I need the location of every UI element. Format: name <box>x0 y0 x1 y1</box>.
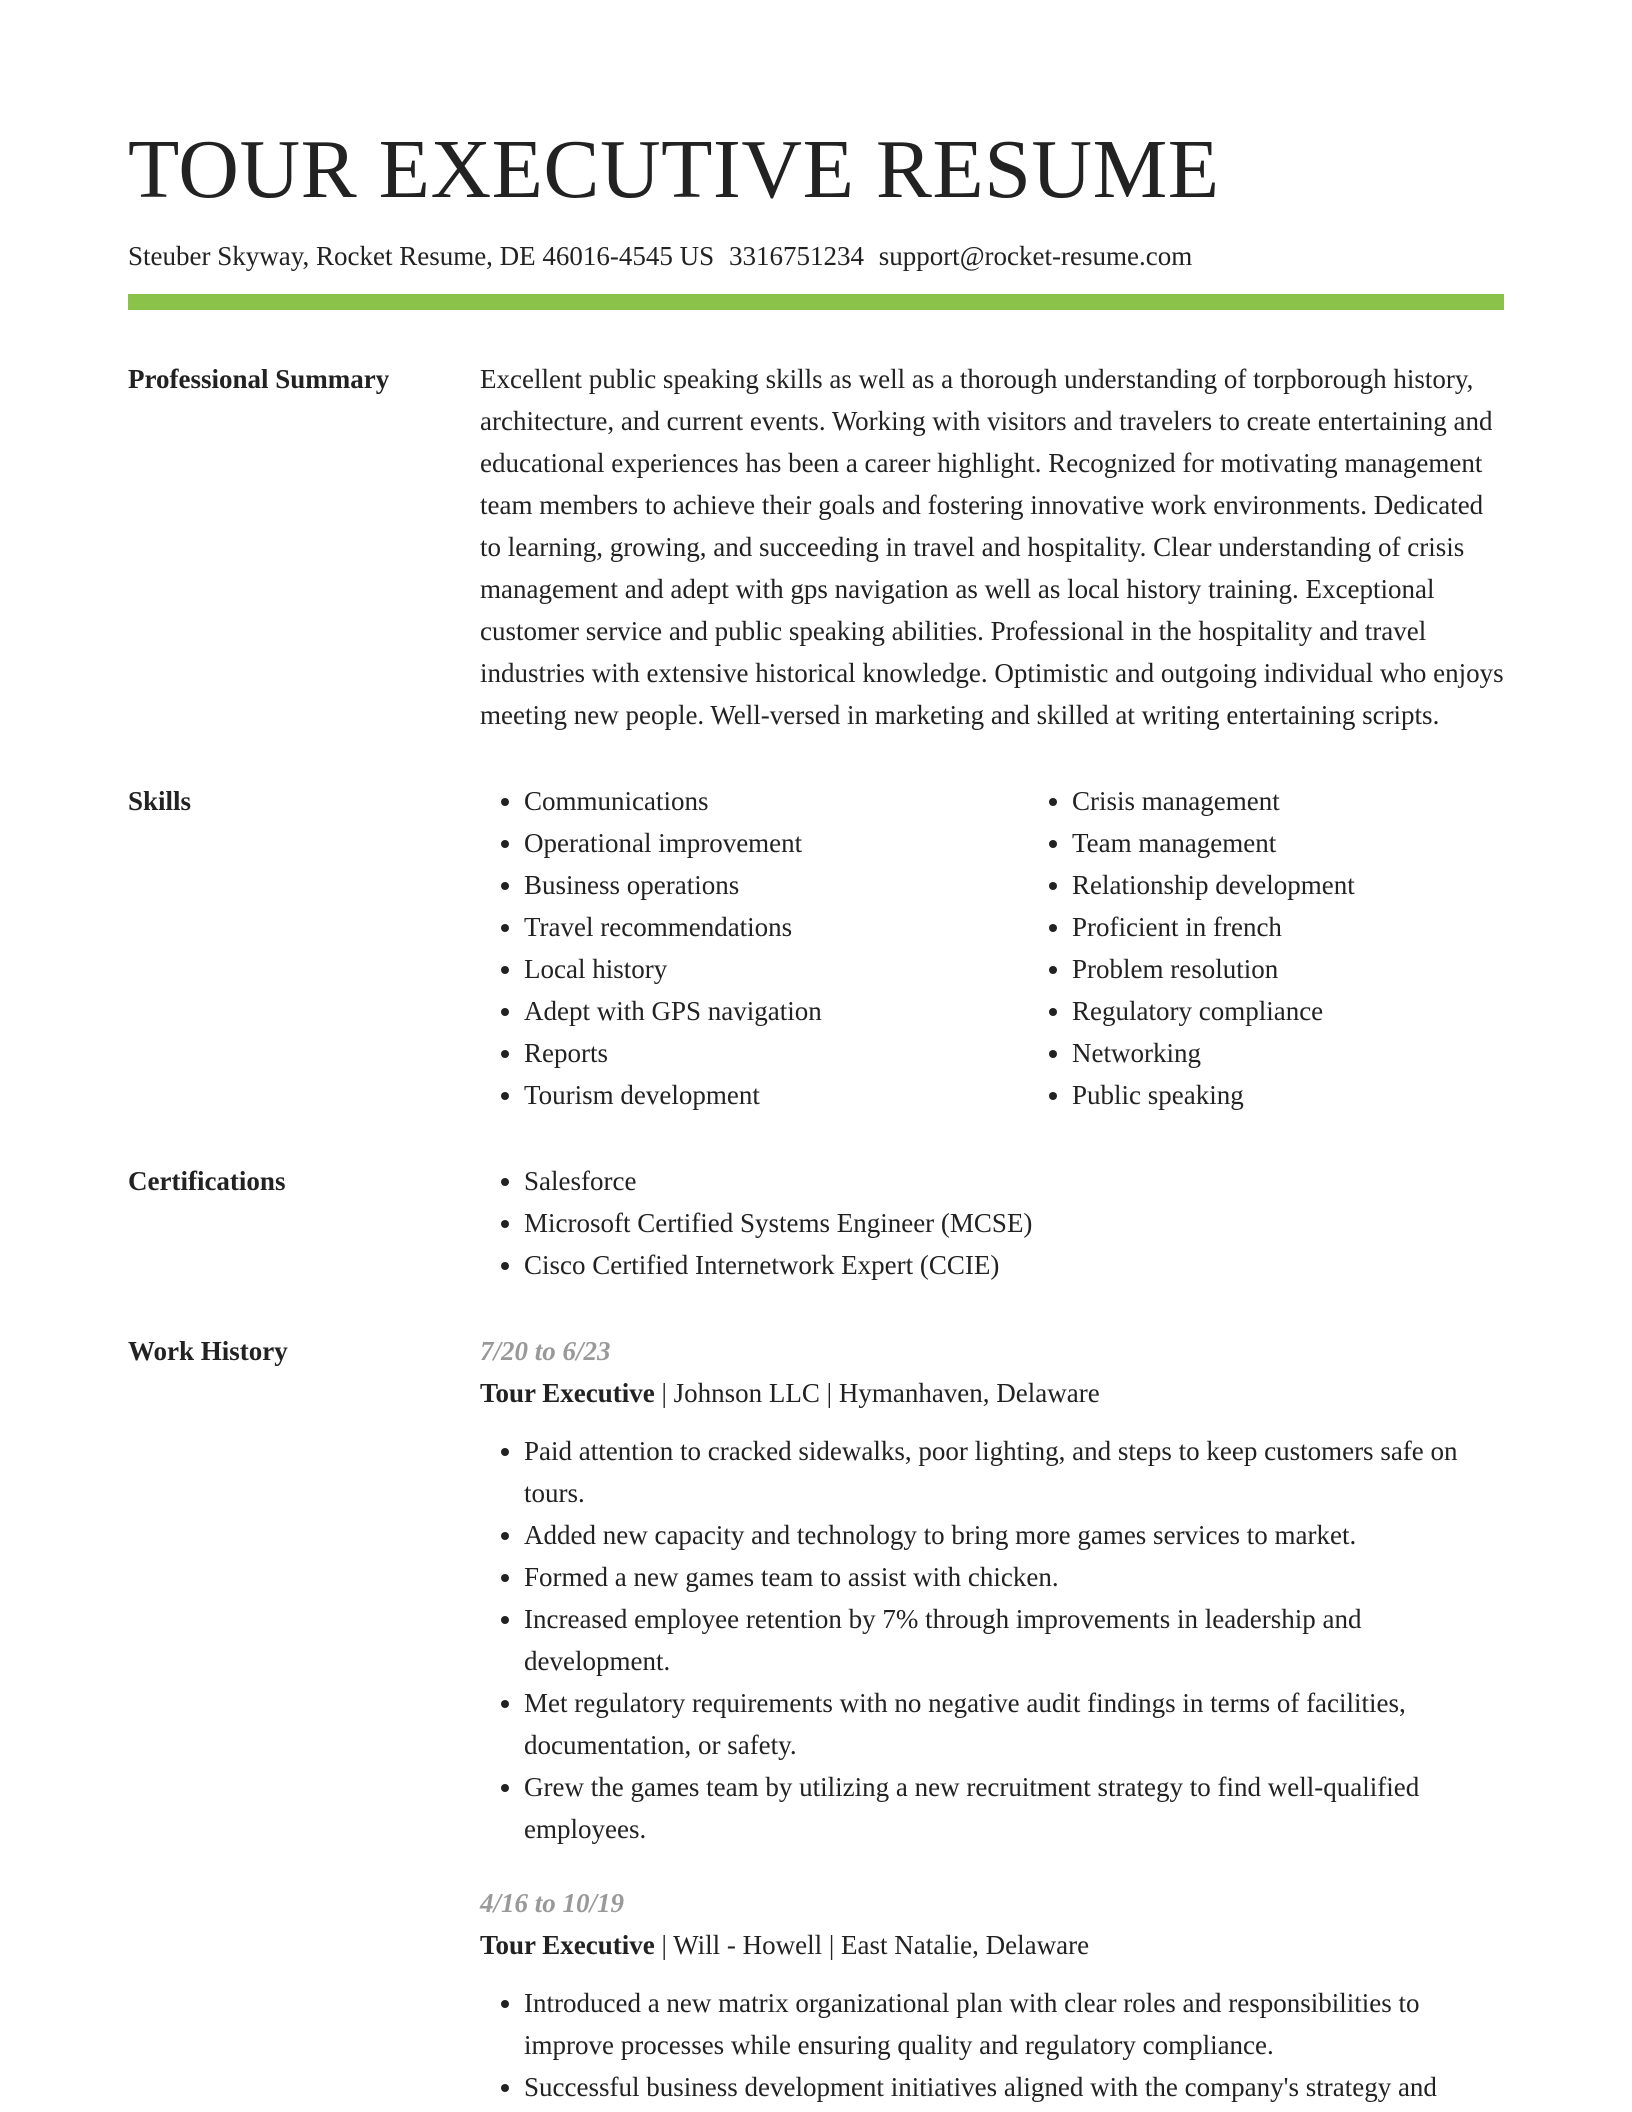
certifications-list <box>480 1160 1504 1286</box>
job-details: | Will - Howell | East Natalie, Delaware <box>654 1930 1090 1960</box>
certifications-body <box>480 1160 1504 1286</box>
skill-item: • Communications <box>524 780 1028 822</box>
job-title: Tour Executive <box>480 1930 655 1960</box>
skills-section <box>128 780 1504 1116</box>
job-bullet: • Successful business development initiatives aligned with the company's strategy and <box>524 2066 1504 2108</box>
contact-address: Steuber Skyway, Rocket Resume, DE 46016-4545 US <box>128 241 715 271</box>
job-details: | Johnson LLC | Hymanhaven, Delaware <box>654 1378 1100 1408</box>
work-history-section <box>128 1330 1504 2108</box>
skill-item: • Adept with GPS navigation <box>524 990 1028 1032</box>
job-bullet: • Grew the games team by utilizing a new recruitment strategy to find well-qualified employees. <box>524 1766 1504 1850</box>
skill-item: • Team management <box>1072 822 1576 864</box>
skill-item: • Proficient in french <box>1072 906 1576 948</box>
job-title-line <box>480 1372 1504 1414</box>
job-entry <box>480 1882 1504 2108</box>
skill-item: • Crisis management <box>1072 780 1576 822</box>
job-title: Tour Executive <box>480 1378 655 1408</box>
contact-email: support@rocket-resume.com <box>878 241 1193 271</box>
job-bullet: • Formed a new games team to assist with chicken. <box>524 1556 1504 1598</box>
skill-item: • Problem resolution <box>1072 948 1576 990</box>
skills-list-left <box>480 780 1028 1116</box>
skills-grid <box>480 780 1576 1116</box>
skill-item: • Public speaking <box>1072 1074 1576 1116</box>
summary-text: Excellent public speaking skills as well as a thorough understanding of torpborough history, architecture, and current events. Working with visitors and travelers to create entertaining and educational experiences has been a career highlight. Recognized for motivating management team members to achieve their goals and fostering innovative work environments. Dedicated to learning, growing, and succeeding in travel and hospitality. Clear understanding of crisis management and adept with gps navigation as well as local history training. Exceptional customer service and public speaking abilities. Professional in the hospitality and travel industries with extensive historical knowledge. Optimistic and outgoing individual who enjoys meeting new people. Well-versed in marketing and skilled at writing entertaining scripts. <box>480 364 1504 730</box>
skill-item: • Local history <box>524 948 1028 990</box>
job-bullet: • Met regulatory requirements with no negative audit findings in terms of facilities, documentation, or safety. <box>524 1682 1504 1766</box>
skill-item: • Networking <box>1072 1032 1576 1074</box>
skill-item: • Relationship development <box>1072 864 1576 906</box>
summary-heading: Professional Summary <box>128 364 390 394</box>
contact-phone: 3316751234 <box>728 241 864 271</box>
skill-item: • Regulatory compliance <box>1072 990 1576 1032</box>
job-bullet: • Increased employee retention by 7% through improvements in leadership and development. <box>524 1598 1504 1682</box>
work-history-heading: Work History <box>128 1336 288 1366</box>
certifications-heading: Certifications <box>128 1166 286 1196</box>
job-title-line <box>480 1924 1504 1966</box>
job-bullet: • Paid attention to cracked sidewalks, poor lighting, and steps to keep customers safe on tours. <box>524 1430 1504 1514</box>
skill-item: • Travel recommendations <box>524 906 1028 948</box>
job-entry <box>480 1330 1504 1850</box>
job-dates: 4/16 to 10/19 <box>480 1888 625 1918</box>
resume-title: TOUR EXECUTIVE RESUME <box>128 123 1220 216</box>
contact-line <box>128 238 1504 274</box>
certification-item: • Microsoft Certified Systems Engineer (MCSE) <box>524 1202 1504 1244</box>
work-history-body <box>480 1330 1504 2108</box>
skill-item: • Business operations <box>524 864 1028 906</box>
job-dates: 7/20 to 6/23 <box>480 1336 611 1366</box>
summary-body <box>480 358 1504 736</box>
skill-item: • Operational improvement <box>524 822 1028 864</box>
skill-item: • Tourism development <box>524 1074 1028 1116</box>
certification-item: • Salesforce <box>524 1160 1504 1202</box>
job-bullets <box>480 1430 1504 1850</box>
certifications-section <box>128 1160 1504 1286</box>
job-bullets <box>480 1982 1504 2108</box>
summary-section <box>128 358 1504 736</box>
resume-page <box>128 120 1504 2108</box>
job-bullet: • Introduced a new matrix organizational plan with clear roles and responsibilities to improve processes while ensuring quality and regulatory compliance. <box>524 1982 1504 2066</box>
skill-item: • Reports <box>524 1032 1028 1074</box>
job-bullet: • Added new capacity and technology to bring more games services to market. <box>524 1514 1504 1556</box>
skills-list-right <box>1028 780 1576 1116</box>
skills-heading: Skills <box>128 786 192 816</box>
accent-divider <box>128 294 1504 310</box>
certification-item: • Cisco Certified Internetwork Expert (CCIE) <box>524 1244 1504 1286</box>
